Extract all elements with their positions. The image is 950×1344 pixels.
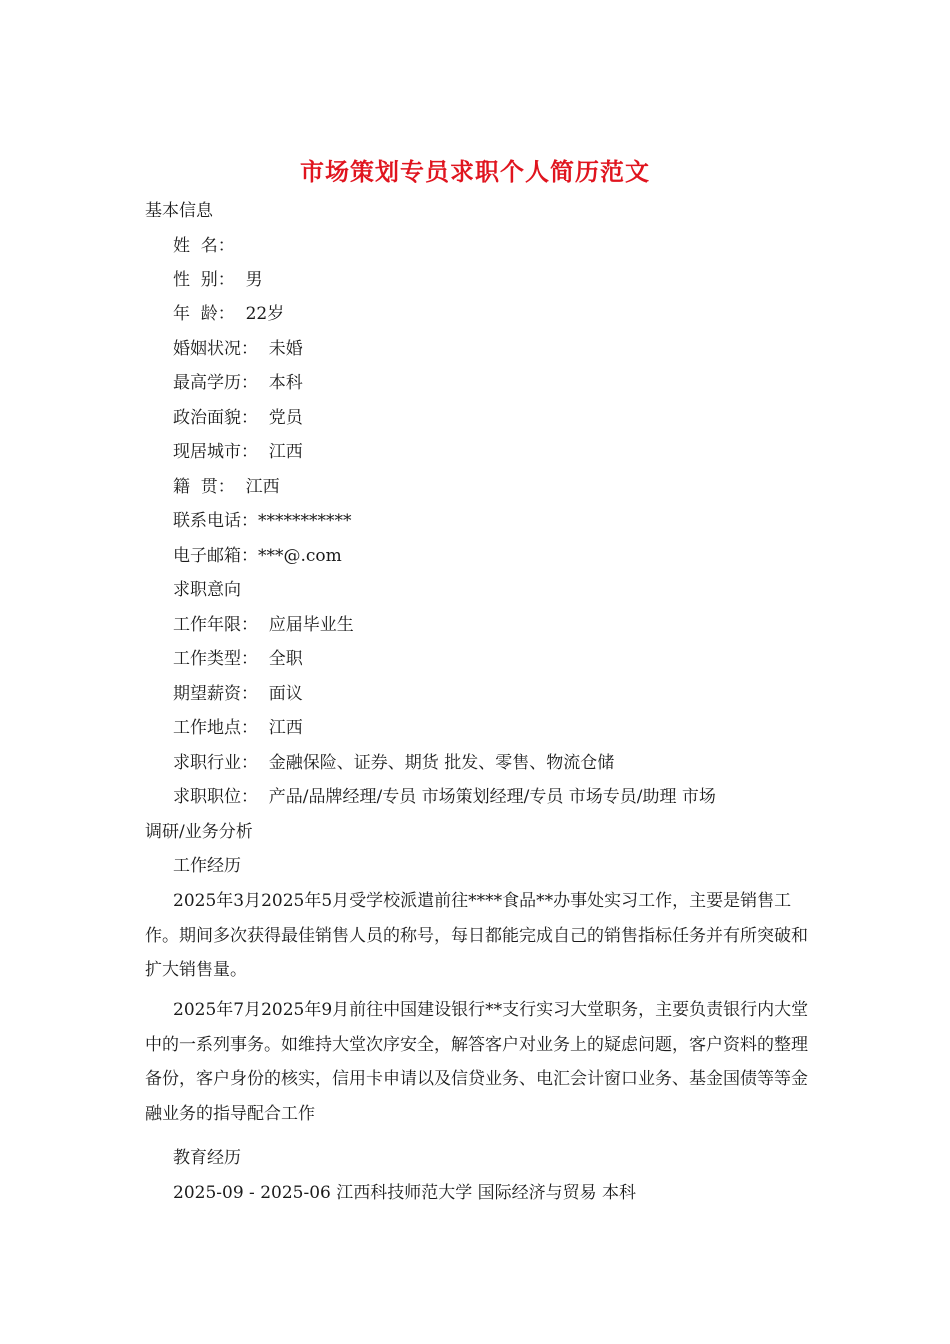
field-position-wrap: 调研/业务分析 — [145, 822, 253, 842]
education-entry: 2025-09 - 2025-06 江西科技师范大学 国际经济与贸易 本科 — [173, 1183, 637, 1203]
work-entry-1: 2025年3月2025年5月受学校派遣前往****食品**办事处实习工作，主要是销售工作。期间多次获得最佳销售人员的称号，每日都能完成自己的销售指标任务并有所突破和扩大销售量。 — [145, 891, 808, 980]
field-name: 姓 名： — [173, 236, 235, 256]
section-job-intent: 求职意向 — [173, 580, 241, 600]
field-email: 电子邮箱：***@.com — [173, 546, 342, 566]
page-title: 市场策划专员求职个人简历范文 — [300, 157, 650, 186]
field-work-years: 工作年限： 应届毕业生 — [173, 615, 354, 635]
field-native-place: 籍 贯： 江西 — [173, 477, 280, 497]
field-expected-salary: 期望薪资： 面议 — [173, 684, 303, 704]
field-political-status: 政治面貌： 党员 — [173, 408, 303, 428]
field-work-location: 工作地点： 江西 — [173, 718, 303, 738]
field-marital-status: 婚姻状况： 未婚 — [173, 339, 303, 359]
section-work-experience: 工作经历 — [173, 856, 241, 876]
field-gender: 性 别： 男 — [173, 270, 263, 290]
work-entry-2: 2025年7月2025年9月前往中国建设银行**支行实习大堂职务，主要负责银行内大堂中的一系列事务。如维持大堂次序安全，解答客户对业务上的疑虑问题，客户资料的整理备份，客户身份的核实，信用卡申请以及信贷业务、电汇会计窗口业务、基金国债等等金融业务的指导配合工作 — [145, 1000, 809, 1124]
field-current-city: 现居城市： 江西 — [173, 442, 303, 462]
field-industry: 求职行业： 金融保险、证券、期货 批发、零售、物流仓储 — [173, 753, 615, 773]
section-basic-info: 基本信息 — [145, 201, 213, 221]
field-position: 求职职位： 产品/品牌经理/专员 市场策划经理/专员 市场专员/助理 市场 — [173, 787, 716, 807]
field-phone: 联系电话：*********** — [173, 511, 352, 531]
field-education: 最高学历： 本科 — [173, 373, 303, 393]
section-education: 教育经历 — [173, 1148, 241, 1168]
field-age: 年 龄： 22岁 — [173, 304, 285, 324]
field-work-type: 工作类型： 全职 — [173, 649, 303, 669]
